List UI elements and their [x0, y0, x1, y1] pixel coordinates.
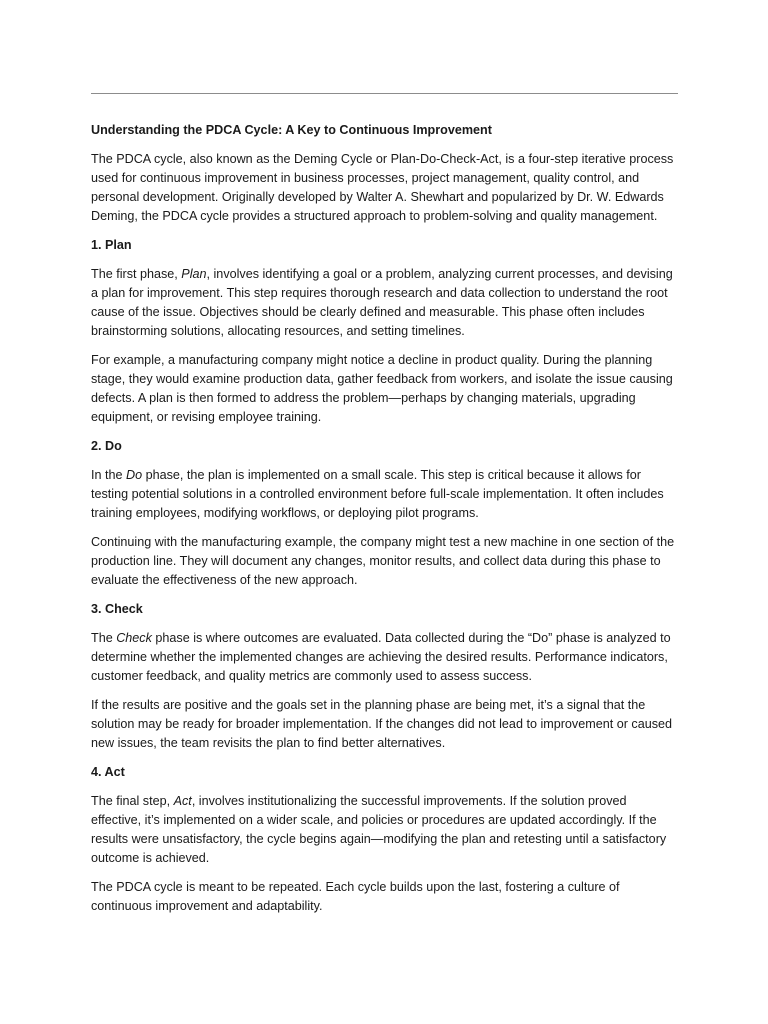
text-run: phase is where outcomes are evaluated. Data collected during the “Do” phase is analyzed to determine whether the implemented changes are achieving the desired results. Performance indicators, customer feedback, and quality metrics are commonly used to assess success. [91, 631, 671, 683]
do-paragraph-2: Continuing with the manufacturing example, the company might test a new machine in one section of the production line. They will document any changes, monitor results, and collect data during this phase to evaluate the effectiveness of the new approach. [91, 535, 675, 587]
section-heading-plan: 1. Plan [91, 238, 132, 252]
plan-paragraph-2: For example, a manufacturing company might notice a decline in product quality. During the planning stage, they would examine production data, gather feedback from workers, and isolate the issue causing defects. A plan is then formed to address the problem—perhaps by changing materials, upgrading equipment, or revising employee training. [91, 353, 673, 424]
text-run: phase, the plan is implemented on a small scale. This step is critical because it allows for testing potential solutions in a controlled environment before full-scale implementation. It often includes training employees, modifying workflows, or deploying pilot programs. [91, 468, 664, 520]
document-title: Understanding the PDCA Cycle: A Key to Continuous Improvement [91, 123, 492, 137]
act-paragraph-2: The PDCA cycle is meant to be repeated. Each cycle builds upon the last, fostering a culture of continuous improvement and adaptability. [91, 880, 620, 913]
text-run: The [91, 631, 117, 645]
document-body [91, 121, 679, 926]
italic-term: Check [116, 631, 152, 645]
text-run: In the [91, 468, 127, 482]
act-paragraph-1 [91, 792, 679, 868]
text-run: The first phase, [91, 267, 182, 281]
check-paragraph-1 [91, 629, 679, 686]
italic-term: Plan [181, 267, 207, 281]
intro-paragraph: The PDCA cycle, also known as the Deming Cycle or Plan-Do-Check-Act, is a four-step iterative process used for continuous improvement in business processes, project management, quality control, and personal development. Originally developed by Walter A. Shewhart and popularized by Dr. W. Edwards Deming, the PDCA cycle provides a structured approach to problem-solving and quality management. [91, 152, 674, 223]
section-heading-do: 2. Do [91, 439, 122, 453]
plan-paragraph-1 [91, 265, 679, 341]
text-run: , involves institutionalizing the successful improvements. If the solution proved effective, it’s implemented on a wider scale, and policies or procedures are updated accordingly. If the results were unsatisfactory, the cycle begins again—modifying the plan and retesting until a satisfactory outcome is achieved. [91, 794, 667, 865]
do-paragraph-1 [91, 466, 679, 523]
text-run: , involves identifying a goal or a problem, analyzing current processes, and devising a plan for improvement. This step requires thorough research and data collection to understand the root cause of the issue. Objectives should be clearly defined and measurable. This phase often includes brainstorming solutions, allocating resources, and setting timelines. [91, 267, 673, 338]
italic-term: Act [173, 794, 192, 808]
italic-term: Do [126, 468, 143, 482]
section-heading-check: 3. Check [91, 602, 143, 616]
header-rule [91, 93, 678, 94]
text-run: The final step, [91, 794, 174, 808]
check-paragraph-2: If the results are positive and the goals set in the planning phase are being met, it’s a signal that the solution may be ready for broader implementation. If the changes did not lead to improvement or caused new issues, the team revisits the plan to find better alternatives. [91, 698, 673, 750]
section-heading-act: 4. Act [91, 765, 125, 779]
